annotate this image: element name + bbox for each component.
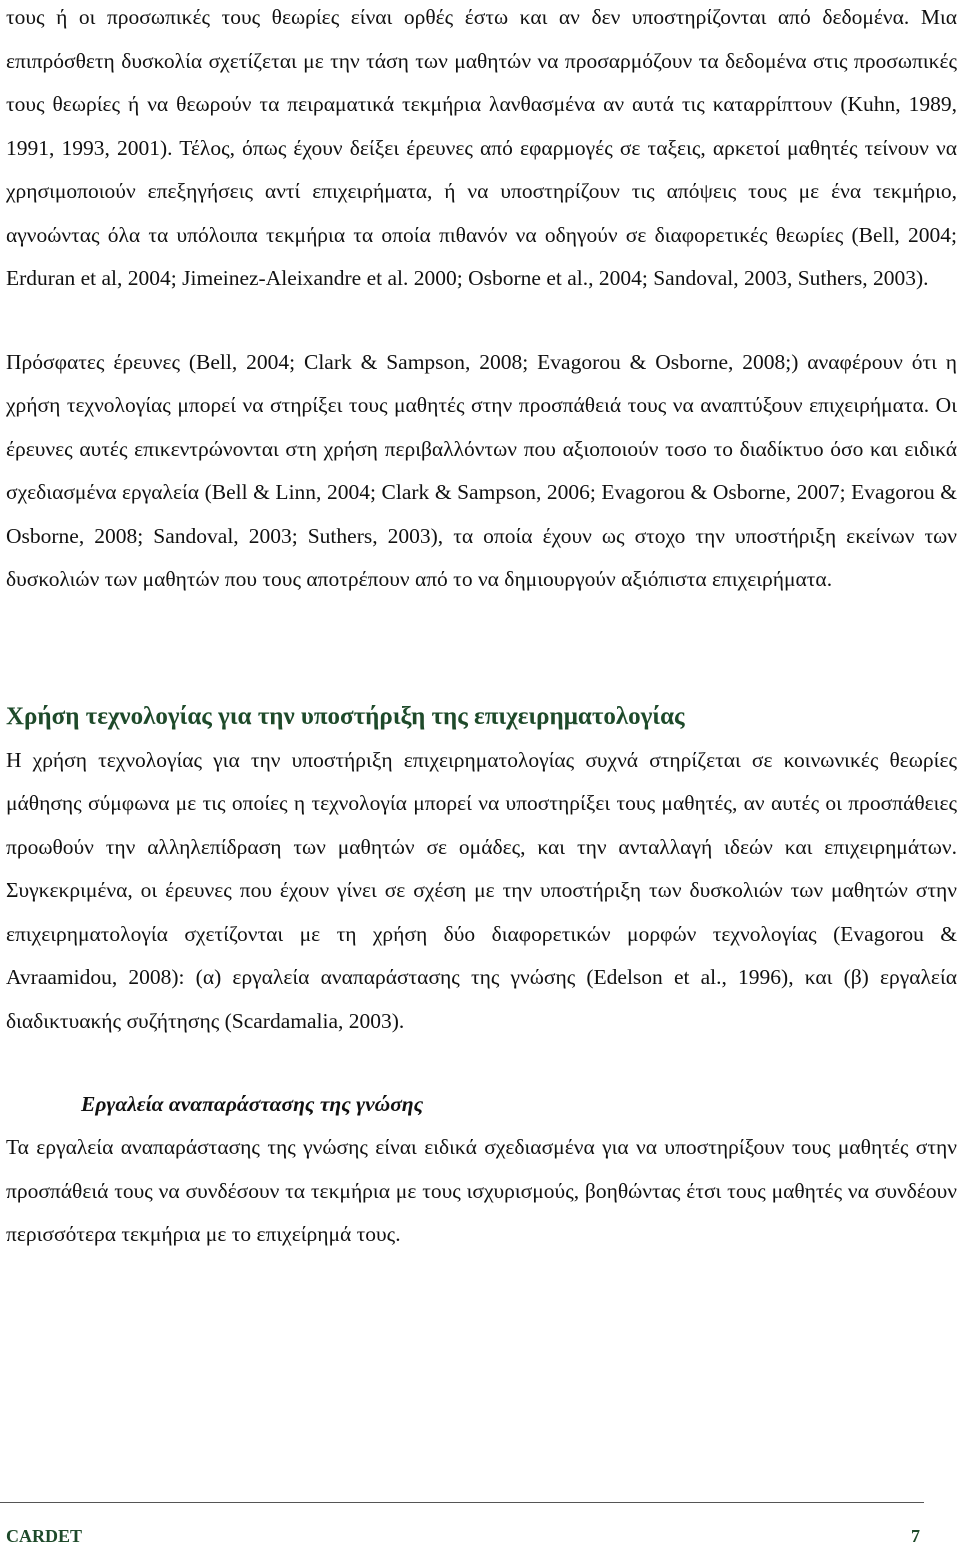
spacer xyxy=(6,602,957,697)
section-heading: Χρήση τεχνολογίας για την υποστήριξη της επιχειρηματολογίας xyxy=(6,702,685,730)
footer-divider xyxy=(0,1502,924,1503)
paragraph-3: Η χρήση τεχνολογίας για την υποστήριξη επιχειρηματολογίας συχνά στηρίζεται σε κοινωνικές θεωρίες μάθησης σύμφωνα με τις οποίες η τεχνολογία μπορεί να υποστηρίξει τους μαθητές, αν αυτές οι προσπάθειες προωθούν την αλληλεπίδραση των μαθητών σε ομάδες, και την ανταλλαγή ιδεών και επιχειρημάτων. Συγκεκριμένα, οι έρευνες που έχουν γίνει σε σχέση με την υποστήριξη των δυσκολιών των μαθητών στην επιχειρηματολογία σχετίζονται με τη χρήση δύο διαφορετικών μορφών τεχνολογίας (Evagorou & Avraamidou, 2008): (α) εργαλεία αναπαράστασης της γνώσης (Edelson et al., 1996), και (β) εργαλεία διαδικτυακής συζήτησης (Scardamalia, 2003). xyxy=(6,747,957,1033)
subsection-heading: Εργαλεία αναπαράστασης της γνώσης xyxy=(81,1092,424,1116)
paragraph-2: Πρόσφατες έρευνες (Bell, 2004; Clark & Sampson, 2008; Evagorou & Osborne, 2008;) αναφέρουν ότι η χρήση τεχνολογίας μπορεί να στηρίξει τους μαθητές στην προσπάθειά τους να αναπτύξουν επιχειρήματα. Οι έρευνες αυτές επικεντρώνονται στη χρήση περιβαλλόντων που αξιοποιούν τοσο το διαδίκτυο όσο και ειδικά σχεδιασμένα εργαλεία (Bell & Linn, 2004; Clark & Sampson, 2006; Evagorou & Osborne, 2007; Evagorou & Osborne, 2008; Sandoval, 2003; Suthers, 2003), τα οποία έχουν ως στοχο την υποστήριξη εκείνων των δυσκολιών των μαθητών που τους αποτρέπουν από το να δημιουργούν αξιόπιστα επιχειρήματα. xyxy=(6,349,957,591)
paragraph-4: Τα εργαλεία αναπαράστασης της γνώσης είναι ειδικά σχεδιασμένα για να υποστηρίξουν τους μαθητές στην προσπάθειά τους να συνδέσουν τα τεκμήρια με τους ισχυρισμούς, βοηθώντας έτσι τους μαθητές να συνδέουν περισσότερα τεκμήρια με το επιχείρημά τους. xyxy=(6,1135,957,1246)
spacer xyxy=(6,301,957,341)
spacer xyxy=(6,1043,957,1083)
document-page xyxy=(6,0,957,1257)
footer-org: CARDET xyxy=(6,1526,83,1546)
paragraph-1: τους ή οι προσωπικές τους θεωρίες είναι ορθές έστω και αν δεν υποστηρίζονται από δεδομένα. Μια επιπρόσθετη δυσκολία σχετίζεται με την τάση των μαθητών να προσαρμόζουν τα δεδομένα στις προσωπικές τους θεωρίες ή να θεωρούν τα πειραματικά τεκμήρια λανθασμένα αν αυτά τις καταρρίπτουν (Kuhn, 1989, 1991, 1993, 2001). Τέλος, όπως έχουν δείξει έρευνες από εφαρμογές σε ταξεις, αρκετοί μαθητές τείνουν να χρησιμοποιούν επεξηγήσεις αντί επιχειρήματα, ή να υποστηρίζουν τις απόψεις τους με ένα τεκμήριο, αγνοώντας όλα τα υπόλοιπα τεκμήρια τα οποία πιθανόν να οδηγούν σε διαφορετικές θεωρίες (Bell, 2004; Erduran et al, 2004; Jimeinez-Aleixandre et al. 2000; Osborne et al., 2004; Sandoval, 2003, Suthers, 2003). xyxy=(6,5,957,290)
page-footer xyxy=(6,1526,920,1547)
page-number: 7 xyxy=(911,1526,920,1546)
